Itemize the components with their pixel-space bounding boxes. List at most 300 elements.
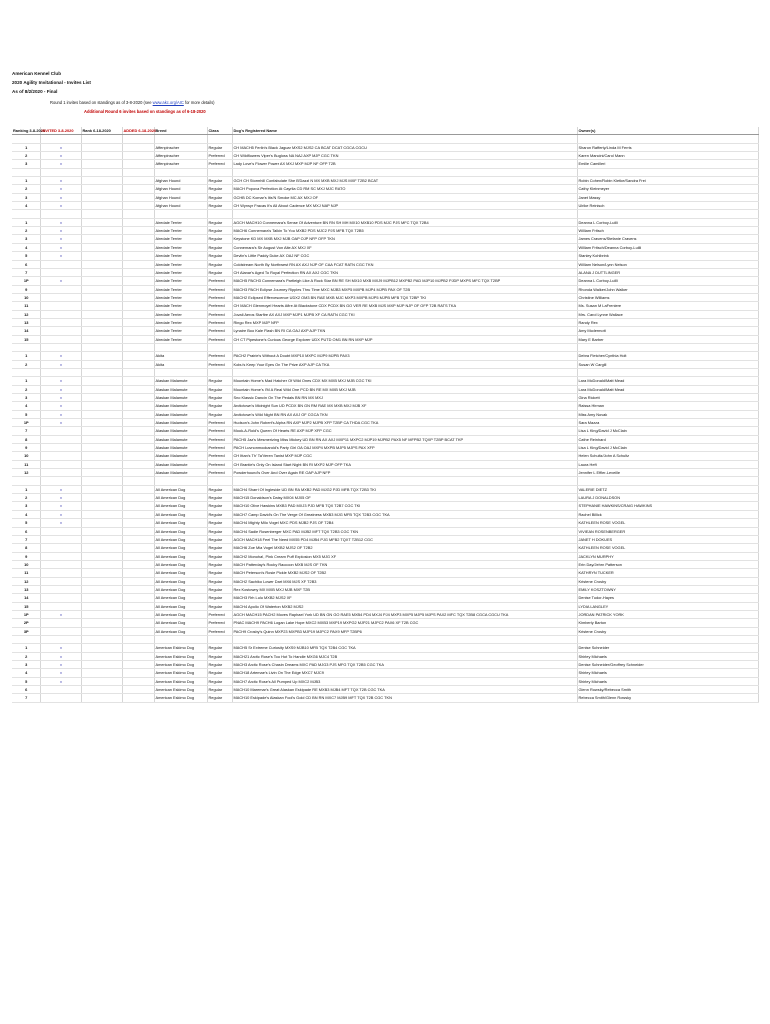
table-row (12, 485, 758, 493)
added-cell (122, 619, 154, 627)
owner-cell: Rhonda Walker/John Walker (577, 285, 758, 293)
invited-cell: x (40, 185, 81, 193)
invited-cell: x (40, 644, 81, 652)
table-row (12, 594, 758, 602)
dog-name-cell: AGCH MACH10 Connemara's Sense Of Adventure BN RN SH MH MX10 MXB10 PDS MJC PJS MFC TQX T2B4 (232, 218, 577, 226)
breed-cell: Alaskan Malamute (154, 394, 207, 402)
class-cell: Regular (207, 569, 232, 577)
table-row (12, 360, 758, 368)
invited-cell (40, 435, 81, 443)
invited-cell: x (40, 385, 81, 393)
dog-name-cell: Kobu's Keep Your Eyes On The Prize AXP AJP CA TKA (232, 360, 577, 368)
class-cell: Regular (207, 686, 232, 694)
table-row (12, 494, 758, 502)
rank2-cell (81, 602, 122, 610)
added-cell (122, 243, 154, 251)
rank-cell: 9 (12, 552, 40, 560)
breed-cell: All American Dog (154, 552, 207, 560)
added-cell (122, 235, 154, 243)
dog-name-cell: PNAC MACH9 PACH6 Logan Lake Hope MXC2 MXB3 MXP19 MXPG2 MJP21 MJPC2 PAX6 XF T2B CGC (232, 619, 577, 627)
rank2-cell (81, 686, 122, 694)
table-row (12, 585, 758, 593)
col-owners: Owner(s) (577, 127, 758, 135)
added-cell (122, 644, 154, 652)
invited-cell (40, 594, 81, 602)
table-row (12, 318, 758, 326)
rank-cell: 2 (12, 385, 40, 393)
invited-cell (40, 327, 81, 335)
invited-cell: x (40, 360, 81, 368)
rank2-cell (81, 227, 122, 235)
invited-cell: x (40, 377, 81, 385)
class-cell: Regular (207, 502, 232, 510)
rank-cell: 10 (12, 452, 40, 460)
rank2-cell (81, 519, 122, 527)
class-cell: Regular (207, 577, 232, 585)
table-row (12, 694, 758, 702)
class-cell: Regular (207, 252, 232, 260)
rank-cell: 7 (12, 694, 40, 702)
class-cell: Regular (207, 227, 232, 235)
owner-cell: Karen Mancini/Carol Mann (577, 152, 758, 160)
table-row (12, 235, 758, 243)
dog-name-cell: Jovali Aeros Starfire AX AXJ MXP MJP1 MJPB XF CA RATN CGC TKI (232, 310, 577, 318)
added-cell (122, 519, 154, 527)
invited-cell (40, 268, 81, 276)
table-row (12, 218, 758, 226)
breed-cell: Afghan Hound (154, 193, 207, 201)
rank-cell: 3P (12, 627, 40, 635)
breed-cell: Alaskan Malamute (154, 444, 207, 452)
rank2-cell (81, 193, 122, 201)
class-cell: Preferred (207, 435, 232, 443)
rank2-cell (81, 435, 122, 443)
table-row (12, 327, 758, 335)
added-cell (122, 452, 154, 460)
breed-cell: American Eskimo Dog (154, 677, 207, 685)
invited-cell (40, 577, 81, 585)
dog-name-cell: CH Brantie's Only On Island Start Night BN RI MXP2 MJP OFP TKA (232, 460, 577, 468)
rank-cell: 12 (12, 469, 40, 477)
dog-name-cell: MACH7 Arctic Rose's All Pumped Up MXC2 MJB3 (232, 677, 577, 685)
added-cell (122, 585, 154, 593)
class-cell: Regular (207, 669, 232, 677)
invited-cell (40, 310, 81, 318)
owner-cell: Emilie Camilleri (577, 160, 758, 168)
rank2-cell (81, 352, 122, 360)
breed-cell: All American Dog (154, 485, 207, 493)
rank2-cell (81, 460, 122, 468)
rank-cell: 6 (12, 260, 40, 268)
breed-cell: Affenpinscher (154, 143, 207, 151)
invited-cell (40, 527, 81, 535)
added-cell (122, 677, 154, 685)
list-title: 2020 Agility Invitational - Invites List (12, 80, 91, 85)
added-cell (122, 277, 154, 285)
added-cell (122, 577, 154, 585)
breed-cell: All American Dog (154, 560, 207, 568)
breed-cell: American Eskimo Dog (154, 652, 207, 660)
table-row (12, 577, 758, 585)
dog-name-cell: AGCH MACH15 PACH2 Moves Raphael York UD BN GN GO RAE5 MXB4 PD4 MXJ4 PJ4 MXP3 MXP5 MJP5 MJPS PAX2 MFC TQX T2B8 CGCA CGCU TKA (232, 610, 577, 618)
breed-cell: All American Dog (154, 502, 207, 510)
rank2-cell (81, 277, 122, 285)
table-row (12, 185, 758, 193)
owner-cell: Denise Schneider (577, 644, 758, 652)
breed-cell: All American Dog (154, 519, 207, 527)
dog-name-cell: Mook-A-Roid's Queen Of Hearts RE AXP MJP XFP CGC (232, 427, 577, 435)
breed-cell: Alaskan Malamute (154, 377, 207, 385)
owner-cell: EMILY KOSZTOWNY (577, 585, 758, 593)
breed-cell: Alaskan Malamute (154, 435, 207, 443)
rank2-cell (81, 302, 122, 310)
class-cell: Preferred (207, 627, 232, 635)
rank2-cell (81, 527, 122, 535)
invited-cell (40, 460, 81, 468)
invited-cell: x (40, 277, 81, 285)
rank2-cell (81, 377, 122, 385)
invited-cell: x (40, 669, 81, 677)
class-cell: Preferred (207, 318, 232, 326)
owner-cell: Lisa L King/David J McClain (577, 444, 758, 452)
rank2-cell (81, 652, 122, 660)
rank-cell: 2 (12, 360, 40, 368)
class-cell: Regular (207, 243, 232, 251)
breed-cell: Akita (154, 360, 207, 368)
rank2-cell (81, 544, 122, 552)
owner-cell: STEPHANIE HAWKINS/CRAIG HAWKINS (577, 502, 758, 510)
rank-cell: 2 (12, 227, 40, 235)
invited-cell: x (40, 510, 81, 518)
dog-name-cell: GCH CH Stormhill Confabulate She B'Dazzl N MX MXB MXJ MJS MXF T2B2 BCAT (232, 177, 577, 185)
class-cell: Regular (207, 377, 232, 385)
invited-cell: x (40, 352, 81, 360)
class-cell: Preferred (207, 452, 232, 460)
owner-cell: Amy Mcdermott (577, 327, 758, 335)
class-cell: Regular (207, 694, 232, 702)
dog-name-cell: MACH4 Apollo Of Waterton MXB2 MJS2 (232, 602, 577, 610)
dog-name-cell: CH MACH Glenmoyel Hearts Afire At Blackstone CDX PCDX BN GO VER RE MXB MJS MXP MJP NJP OF OFP T2B RATS TKA (232, 302, 577, 310)
added-cell (122, 285, 154, 293)
table-row (12, 277, 758, 285)
class-cell: Preferred (207, 152, 232, 160)
rank2-cell (81, 494, 122, 502)
rank2-cell (81, 252, 122, 260)
added-cell (122, 502, 154, 510)
table-row (12, 377, 758, 385)
table-row (12, 302, 758, 310)
rank-cell: 3 (12, 394, 40, 402)
table-row (12, 460, 758, 468)
table-row (12, 227, 758, 235)
invited-cell (40, 619, 81, 627)
table-row (12, 535, 758, 543)
rank2-cell (81, 360, 122, 368)
as-of-date: As of 8/2/2020 - Final (12, 89, 58, 94)
breed-cell: Airedale Terrier (154, 293, 207, 301)
class-cell: Preferred (207, 335, 232, 343)
added-cell (122, 602, 154, 610)
rank-cell: 6 (12, 686, 40, 694)
dog-name-cell: MACH6 Connemara's Talkin To You MXB2 PDS MJC2 PJS MFB TQX T2B5 (232, 227, 577, 235)
invited-cell: x (40, 243, 81, 251)
invited-cell (40, 427, 81, 435)
class-cell: Preferred (207, 310, 232, 318)
table-row (12, 469, 758, 477)
rank-cell: 12 (12, 310, 40, 318)
col-invited-3-8: INVITED 3-8-2020 (40, 127, 81, 135)
owner-cell: Ms. Susan M LaFreniere (577, 302, 758, 310)
spacer-row (12, 343, 758, 351)
rank2-cell (81, 577, 122, 585)
invited-cell: x (40, 652, 81, 660)
spacer-row (12, 368, 758, 376)
owner-cell: Deanna L Corboy-Luilli (577, 218, 758, 226)
invited-cell (40, 285, 81, 293)
owner-cell: Jennifer L Effler-Leveille (577, 469, 758, 477)
dog-name-cell: CH Alanar's Aged To Royal Perfection RN AX AXJ CGC TKN (232, 268, 577, 276)
rank-cell: 4 (12, 202, 40, 210)
owner-cell: KATHRYN TUCKER (577, 569, 758, 577)
breed-cell: All American Dog (154, 544, 207, 552)
header-row (12, 127, 758, 135)
rank2-cell (81, 402, 122, 410)
rank2-cell (81, 627, 122, 635)
table-row (12, 293, 758, 301)
dog-name-cell: Arctictown's Midnight Sun UD PCDX BN GN RM RAE MX MXB MXJ MJB XF (232, 402, 577, 410)
dog-name-cell: Mountain Home's I'M A Real Wild One PCD BN RE MX MXB MXJ MJB (232, 385, 577, 393)
col-class: Class (207, 127, 232, 135)
class-cell: Preferred (207, 427, 232, 435)
rank-cell: 7 (12, 268, 40, 276)
dog-name-cell: PACH Luvnonmookaroid's Party Girl OA OAJ MXP4 MXPB MJP5 MJPS PAX XFP (232, 444, 577, 452)
breed-cell: All American Dog (154, 602, 207, 610)
class-cell: Preferred (207, 419, 232, 427)
rank-cell: 6 (12, 527, 40, 535)
added-cell (122, 485, 154, 493)
breed-cell: American Eskimo Dog (154, 686, 207, 694)
rank-cell: 11 (12, 460, 40, 468)
rank-cell: 2P (12, 619, 40, 627)
added-cell (122, 402, 154, 410)
owner-cell: LAURA J DONALDSON (577, 494, 758, 502)
rank2-cell (81, 694, 122, 702)
class-cell: Preferred (207, 327, 232, 335)
owner-cell: JACKLYN MURPHY (577, 552, 758, 560)
class-cell: Regular (207, 494, 232, 502)
dog-name-cell: CH MACH5 Ferlin's Black Jaguar MXS2 MJS2 CA BCAT DCAT CGCA CGCU (232, 143, 577, 151)
invited-cell: x (40, 419, 81, 427)
added-cell (122, 594, 154, 602)
rank2-cell (81, 552, 122, 560)
breed-cell: All American Dog (154, 535, 207, 543)
breed-cell: Airedale Terrier (154, 285, 207, 293)
breed-cell: All American Dog (154, 527, 207, 535)
added-cell (122, 535, 154, 543)
invited-cell (40, 560, 81, 568)
class-cell: Regular (207, 652, 232, 660)
dog-name-cell: AGCH MACH18 Feel The Need MX55 PD4 MJB4 PJG MFB2 TQXT T2B12 CGC (232, 535, 577, 543)
owner-cell: VIVIEAN ROSENBERGER (577, 527, 758, 535)
dog-name-cell: MACH7 Camp David's On The Verge Of Greatness MXB3 MJG MFB TQX T2B3 CGC TKA (232, 510, 577, 518)
owner-cell: JANET H DOKUES (577, 535, 758, 543)
added-cell (122, 185, 154, 193)
breed-cell: Airedale Terrier (154, 277, 207, 285)
rank2-cell (81, 594, 122, 602)
rank2-cell (81, 318, 122, 326)
class-cell: Regular (207, 644, 232, 652)
table-row (12, 560, 758, 568)
owner-cell: Denise Schneider/Geoffrey Schneider (577, 661, 758, 669)
dog-name-cell: MACH4 Sadie Rosenberger MXC PAD MJB2 MFT TQX T2B3 CGC TKN (232, 527, 577, 535)
owner-cell: William Fritsch/Deanna Corboy-Luilli (577, 243, 758, 251)
dog-name-cell: MACH2 Sachiko Lower Dart MX6 MJS XF T2B3 (232, 577, 577, 585)
dog-name-cell: PACH5 Jaz's Mesmerizing Miss Mickey UD BN RN AX AXJ MXP11 MXPC2 MJP19 MJPB2 PAX5 NF MFPB2 TQXP T2BP BCAT TKP (232, 435, 577, 443)
owner-cell: LYDIA LANGLEY (577, 602, 758, 610)
class-cell: Preferred (207, 460, 232, 468)
owner-cell: William Fritsch (577, 227, 758, 235)
rank2-cell (81, 268, 122, 276)
breed-cell: Affenpinscher (154, 160, 207, 168)
rank2-cell (81, 452, 122, 460)
invited-cell (40, 627, 81, 635)
table-row (12, 502, 758, 510)
owner-cell: Robin Cohen/Robin Kletke/Sandra Frei (577, 177, 758, 185)
class-cell: Regular (207, 485, 232, 493)
rank2-cell (81, 185, 122, 193)
owner-cell: Shirley Michaels (577, 669, 758, 677)
added-cell (122, 377, 154, 385)
breed-cell: Akita (154, 352, 207, 360)
added-cell (122, 360, 154, 368)
owner-cell: Stanley Kohlbrink (577, 252, 758, 260)
class-cell: Regular (207, 218, 232, 226)
owner-cell: ALANA J DUTTLINGER (577, 268, 758, 276)
class-cell: Regular (207, 202, 232, 210)
rank2-cell (81, 535, 122, 543)
class-cell: Regular (207, 544, 232, 552)
invited-cell: x (40, 193, 81, 201)
rank-cell: 8 (12, 435, 40, 443)
owner-cell: Kristene Crosby (577, 627, 758, 635)
col-rank-6-18: Rank 6-18-2020 (81, 127, 122, 135)
dog-name-cell: MACH3 PACH Eclipse Journey Ripples Thru Time MXC MJB3 MXP5 MXPB MJP4 MJPB PAX OF T2B (232, 285, 577, 293)
added-cell (122, 152, 154, 160)
table-row (12, 243, 758, 251)
breed-cell: Alaskan Malamute (154, 469, 207, 477)
rank2-cell (81, 394, 122, 402)
dog-name-cell: MACH Popova Perfection At Cayrlia CD RM SC MXJ MJC RATO (232, 185, 577, 193)
owner-cell: Mrs. Carol Lynne Wallace (577, 310, 758, 318)
class-cell: Preferred (207, 610, 232, 618)
class-cell: Preferred (207, 293, 232, 301)
rank-cell: 13 (12, 585, 40, 593)
added-cell (122, 460, 154, 468)
dog-name-cell: Powderhound's Over And Over Again RE OAP AJP NFP (232, 469, 577, 477)
breed-cell: American Eskimo Dog (154, 644, 207, 652)
breed-cell: Alaskan Malamute (154, 419, 207, 427)
breed-cell: Airedale Terrier (154, 227, 207, 235)
rank2-cell (81, 202, 122, 210)
added-cell (122, 302, 154, 310)
added-cell (122, 552, 154, 560)
rank-cell: 1P (12, 610, 40, 618)
dog-name-cell: MACH10 Olive Hawkins MXB3 PAD MXJ3 PJD MFB TQX T2B7 CGC TKI (232, 502, 577, 510)
rank2-cell (81, 218, 122, 226)
invited-cell (40, 318, 81, 326)
dog-name-cell: MACH3 Rrh Lulu MXB2 MJS2 XF (232, 594, 577, 602)
owner-cell: Lara McDonald/Matt Mead (577, 385, 758, 393)
dog-name-cell: MACH2 Monoha!, Pink Cream Puff Explosion MX5 MJG XF (232, 552, 577, 560)
owner-cell: Lisa L King/David J McClain (577, 427, 758, 435)
rank-cell: 7 (12, 427, 40, 435)
invited-cell (40, 544, 81, 552)
dog-name-cell: Devlin's Little Paddy Duke AX OAJ NF CGC (232, 252, 577, 260)
spacer-row (12, 477, 758, 485)
rank2-cell (81, 160, 122, 168)
rank2-cell (81, 410, 122, 418)
class-cell: Regular (207, 402, 232, 410)
rank-cell: 3 (12, 235, 40, 243)
dog-name-cell: Hudson's John Robert's Alpha RN AXP MJP2 MJPB XFP T2BP CA THDA CGC TKA (232, 419, 577, 427)
rank-cell: 7 (12, 535, 40, 543)
class-cell: Regular (207, 143, 232, 151)
rank2-cell (81, 502, 122, 510)
rank-cell: 4 (12, 510, 40, 518)
table-row (12, 661, 758, 669)
dog-name-cell: PACH9 Crosby's Quinn MXP23 MXPB3 MJP19 MJPC2 PAX9 MFP T2BP6 (232, 627, 577, 635)
owner-cell: Kimberly Barton (577, 619, 758, 627)
added-cell (122, 627, 154, 635)
added-cell (122, 444, 154, 452)
class-cell: Regular (207, 410, 232, 418)
rank-cell: 14 (12, 594, 40, 602)
added-cell (122, 569, 154, 577)
dog-name-cell: MACH4 Sharri Of Ingleside UD BN RA MXB2 PAD MJG2 PJD MFB TQX T2B3 TKI (232, 485, 577, 493)
dog-name-cell: Lynaire Boo Kale Flash BN RI CA OAJ AXP AJP TKN (232, 327, 577, 335)
table-row (12, 385, 758, 393)
breed-cell: All American Dog (154, 619, 207, 627)
owner-cell: VALERIE DIETZ (577, 485, 758, 493)
rank-cell: 14 (12, 327, 40, 335)
added-cell (122, 494, 154, 502)
invited-cell: x (40, 218, 81, 226)
owner-cell: Mary E Barber (577, 335, 758, 343)
invited-cell: x (40, 252, 81, 260)
added-cell (122, 352, 154, 360)
spacer-row (12, 210, 758, 218)
table-row (12, 202, 758, 210)
class-cell: Preferred (207, 444, 232, 452)
added-cell (122, 385, 154, 393)
akc-link[interactable]: www.akc.org/AIC (152, 100, 184, 105)
invited-cell (40, 469, 81, 477)
invited-cell: x (40, 143, 81, 151)
table-row (12, 352, 758, 360)
table-row (12, 177, 758, 185)
class-cell: Regular (207, 394, 232, 402)
owner-cell: Ulrike Reinisch (577, 202, 758, 210)
invited-cell: x (40, 202, 81, 210)
owner-cell: Glenn Rowsky/Rebecca Smith (577, 686, 758, 694)
dog-name-cell: PACH2 Prairie's Without A Doubt MXP10 MXPC MJP9 MJPB PAX3 (232, 352, 577, 360)
added-cell (122, 160, 154, 168)
owner-cell: Lara McDonald/Matt Mead (577, 377, 758, 385)
rank-cell: 9 (12, 444, 40, 452)
class-cell: Regular (207, 177, 232, 185)
table-row (12, 669, 758, 677)
added-cell (122, 610, 154, 618)
